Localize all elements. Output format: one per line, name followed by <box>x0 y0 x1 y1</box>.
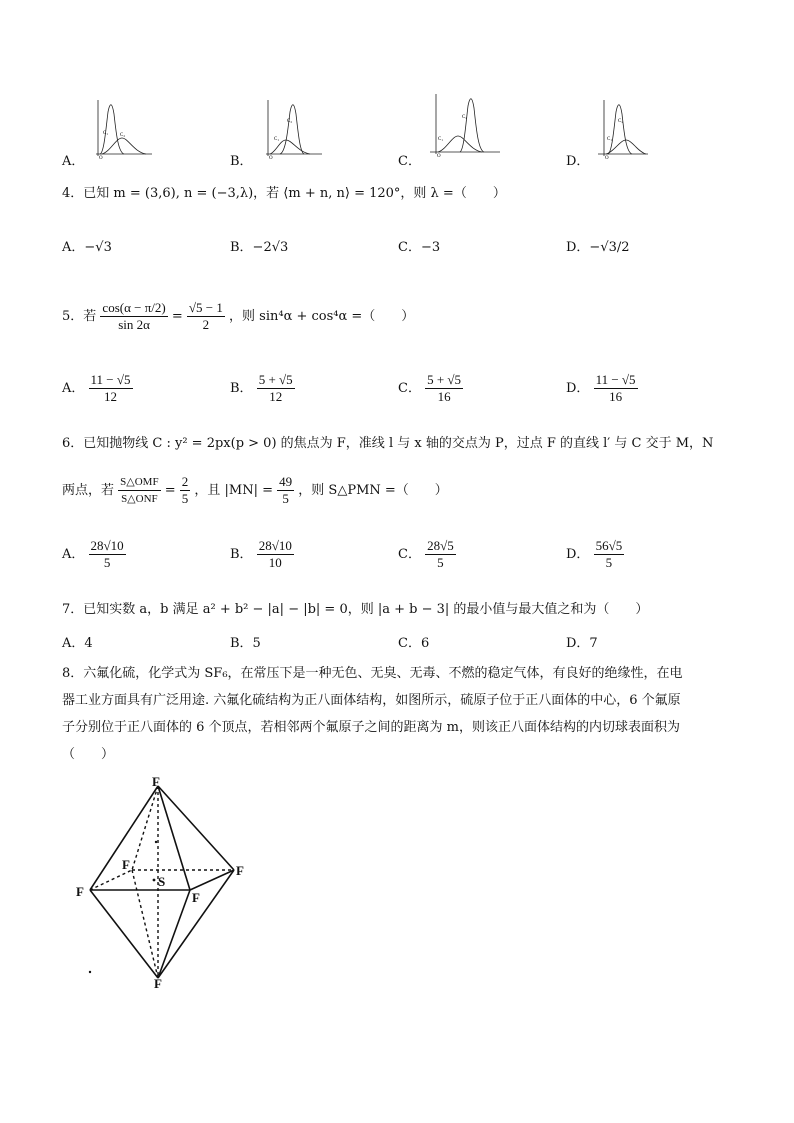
q8-line2: 器工业方面具有广泛用途. 六氟化硫结构为正八面体结构，如图所示，硫原子位于正八面体的中心，6 个氟原 <box>62 693 681 708</box>
q5-rhs-den: 2 <box>202 317 210 332</box>
q3-option-b-graph <box>260 98 324 160</box>
q3-c-c1: C₁ <box>438 137 444 142</box>
q5-option-d[interactable] <box>566 372 638 405</box>
q5-option-b-label: B． <box>230 381 253 396</box>
q5-option-a[interactable] <box>62 372 133 405</box>
q6-ratio-val-num: 2 <box>181 474 189 489</box>
q4-option-a[interactable]: A．−√3 <box>62 240 112 255</box>
q3-a-c2: C₂ <box>120 133 126 138</box>
q8-line3: 子分别位于正八面体的 6 个顶点，若相邻两个氟原子之间的距离为 m，则该正八面体结构的内切球表面积为 <box>62 720 680 735</box>
q7-option-a[interactable]: A．4 <box>62 636 93 651</box>
q3-b-c2: C₂ <box>287 119 293 124</box>
q7-stem: 7．已知实数 a，b 满足 a² + b² − |a| − |b| = 0，则 |a + b − 3| 的最小值与最大值之和为（ ） <box>62 602 649 617</box>
q6-option-b-label: B． <box>230 547 253 562</box>
fig-label-f-front: F <box>192 890 200 905</box>
q8-stem <box>62 660 734 768</box>
q4-option-c[interactable]: C．−3 <box>398 240 441 255</box>
fig-label-f-right: F <box>236 863 244 878</box>
q5-option-c-label: C． <box>398 381 421 396</box>
q6-option-c-label: C． <box>398 547 421 562</box>
q3-b-origin: O <box>269 156 273 160</box>
q6-line2: 两点，若 $\frac{\text{S△OMF}}{\text{S△ONF}}$ = $\frac{2}{5}$ ，且 |MN| = $\frac{49}{5}$ ，则 S△PMN =（ ） <box>62 474 448 506</box>
q6-option-d-label: D． <box>566 547 590 562</box>
q5-option-b-den: 12 <box>269 389 283 404</box>
q6-option-c-num: 28√5 <box>427 538 454 553</box>
q5-option-a-num: 11 − √5 <box>90 372 131 387</box>
q5-stem: 5．若 $\frac{\cos(\alpha - \pi/2)}{\sin 2\alpha}$ = $\frac{√5 - 1}{2}$ ，则 sin⁴α + cos⁴α =（ ） <box>62 300 415 332</box>
fig-label-f-bottom: F <box>154 976 162 991</box>
q3-a-c1: C₁ <box>103 131 109 136</box>
q6-option-c[interactable] <box>398 538 456 571</box>
q3-c-origin: O <box>437 154 441 158</box>
q4-option-b[interactable]: B．−2√3 <box>230 240 289 255</box>
q5-option-b-num: 5 + √5 <box>258 372 293 387</box>
q5-option-d-den: 16 <box>609 389 623 404</box>
q6-option-b-den: 10 <box>268 555 282 570</box>
fig-label-f-left: F <box>76 884 84 899</box>
q6-option-d[interactable] <box>566 538 624 571</box>
q3-d-c2: C₂ <box>618 119 624 124</box>
q6-option-d-den: 5 <box>605 555 613 570</box>
q3-option-c-label[interactable]: C． <box>398 154 421 169</box>
q6-mn-num: 49 <box>279 474 293 489</box>
q5-lhs-num: cos(α − π/2) <box>102 300 166 315</box>
q3-option-d-label[interactable]: D． <box>566 154 590 169</box>
q4-stem: 4．已知 m = (3,6), n = (−3,λ)，若 ⟨m + n, n⟩ = 120°，则 λ =（ ） <box>62 186 506 201</box>
q7-option-d[interactable]: D．7 <box>566 636 598 651</box>
q5-option-c[interactable] <box>398 372 463 405</box>
q6-option-a-num: 28√10 <box>90 538 124 553</box>
q3-option-a-label[interactable]: A． <box>62 154 85 169</box>
q5-option-d-label: D． <box>566 381 590 396</box>
q3-d-origin: O <box>605 156 609 160</box>
q3-option-a-graph <box>90 98 154 160</box>
q6-ratio-num: S△OMF <box>118 474 160 491</box>
q6-mn-den: 5 <box>282 491 289 506</box>
q3-option-b-label[interactable]: B． <box>230 154 253 169</box>
q6-option-c-den: 5 <box>437 555 444 570</box>
q5-prefix: 5．若 <box>62 309 97 324</box>
q5-rhs-num: √5 − 1 <box>188 300 223 315</box>
q6-line2-prefix: 两点，若 <box>62 483 115 498</box>
q7-option-c[interactable]: C．6 <box>398 636 430 651</box>
q3-d-c1: C₁ <box>607 137 613 142</box>
q5-rhs-fraction <box>187 300 225 333</box>
q7-option-b[interactable]: B．5 <box>230 636 261 651</box>
q6-option-a-label: A． <box>62 547 85 562</box>
q5-option-a-den: 12 <box>104 389 118 404</box>
q4-option-d[interactable]: D．−√3/2 <box>566 240 630 255</box>
fig-label-f-top: F <box>152 776 160 789</box>
q3-option-d-graph <box>594 98 650 160</box>
q5-lhs-fraction <box>100 300 167 333</box>
q6-mid: ，且 |MN| = <box>194 483 274 498</box>
q6-option-d-num: 56√5 <box>595 538 623 553</box>
q5-option-c-num: 5 + √5 <box>427 372 462 387</box>
q6-option-b[interactable] <box>230 538 294 571</box>
q5-suffix: ，则 sin⁴α + cos⁴α =（ ） <box>229 309 415 324</box>
q8-line1: 8．六氟化硫，化学式为 SF₆，在常压下是一种无色、无臭、无毒、不燃的稳定气体，有良好的绝缘性，在电 <box>62 666 683 681</box>
q8-line4: （ ） <box>62 747 115 762</box>
q6-suffix: ，则 S△PMN =（ ） <box>298 483 448 498</box>
fig-label-f-back: F <box>122 857 130 872</box>
q6-ratio-den: S△ONF <box>121 493 158 505</box>
q3-b-c1: C₁ <box>274 137 280 142</box>
octahedron-figure <box>70 776 260 992</box>
q6-option-a[interactable] <box>62 538 126 571</box>
q6-ratio-val-den: 5 <box>181 491 189 506</box>
q6-line1: 6．已知抛物线 C : y² = 2px(p > 0) 的焦点为 F，准线 l 与 x 轴的交点为 P，过点 F 的直线 l′ 与 C 交于 M，N <box>62 436 714 451</box>
q6-option-a-den: 5 <box>103 555 111 570</box>
q5-option-d-num: 11 − √5 <box>595 372 636 387</box>
q5-option-c-den: 16 <box>437 389 451 404</box>
q6-option-b-num: 28√10 <box>258 538 292 553</box>
q5-option-a-label: A． <box>62 381 85 396</box>
q3-a-origin: O <box>99 156 103 160</box>
q5-lhs-den: sin 2α <box>118 317 150 332</box>
q3-option-c-graph <box>426 92 502 158</box>
fig-label-s-center: S <box>158 874 166 889</box>
q3-c-c2: C₂ <box>462 115 468 120</box>
q5-option-b[interactable] <box>230 372 295 405</box>
